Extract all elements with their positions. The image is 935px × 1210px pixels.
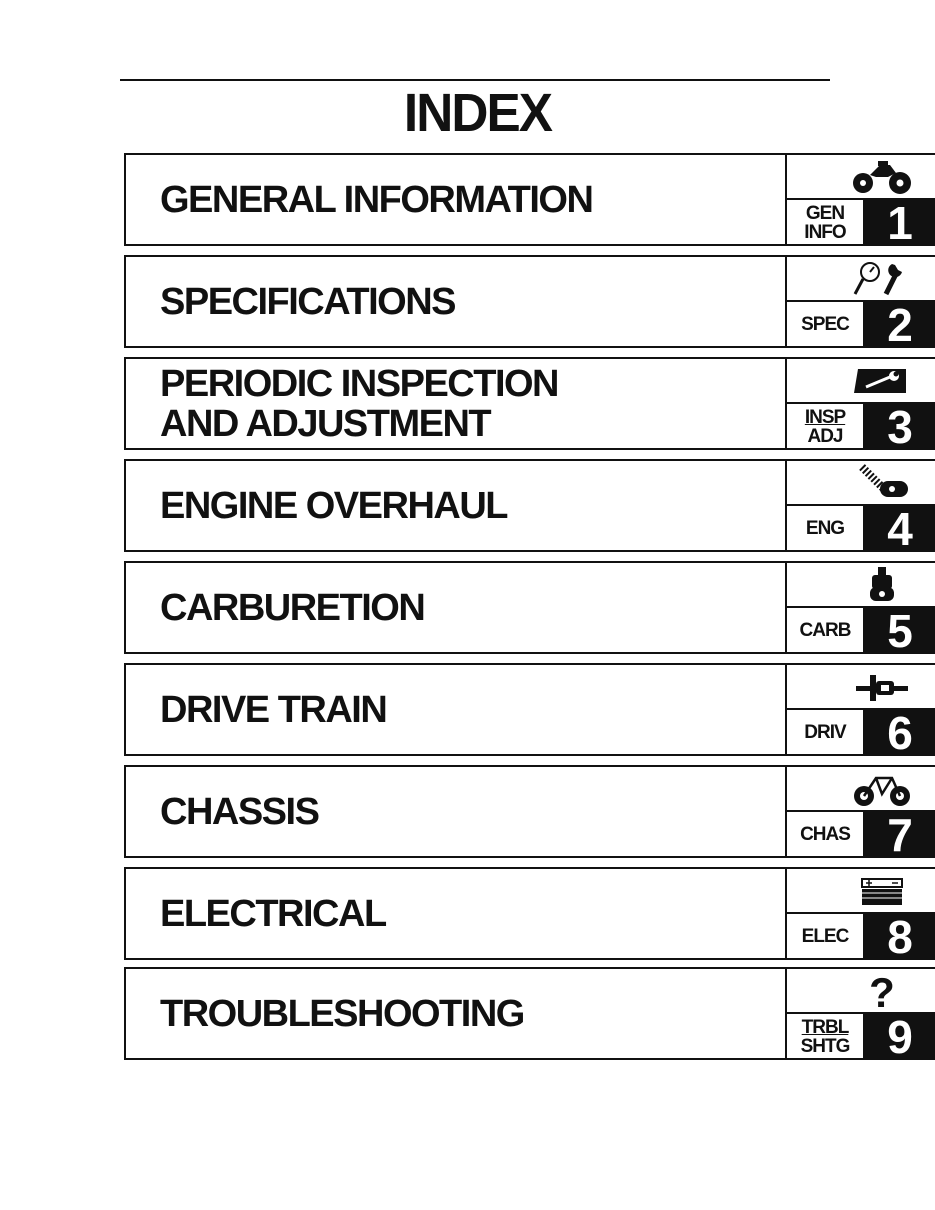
section-box xyxy=(124,153,786,246)
section-number: 4 xyxy=(863,505,935,552)
section-number: 8 xyxy=(863,913,935,960)
section-abbreviation: ELEC xyxy=(801,926,849,947)
index-row-carburetion[interactable] xyxy=(124,561,935,657)
section-number: 6 xyxy=(863,709,935,756)
section-abbreviation: GEN INFO xyxy=(804,202,846,243)
carburetor-icon xyxy=(862,565,902,605)
drive-shaft-icon xyxy=(854,669,910,705)
section-box xyxy=(124,663,786,756)
section-tab[interactable] xyxy=(785,561,935,657)
index-row-chassis[interactable] xyxy=(124,765,935,861)
index-row-engine-overhaul[interactable] xyxy=(124,459,935,555)
section-box xyxy=(124,967,786,1060)
section-box xyxy=(124,357,786,450)
section-number: 1 xyxy=(863,199,935,246)
section-tab[interactable] xyxy=(785,663,935,759)
section-label: PERIODIC INSPECTION AND ADJUSTMENT xyxy=(160,362,558,445)
section-abbreviation: SPEC xyxy=(801,314,849,335)
index-row-general-information[interactable] xyxy=(124,153,935,249)
section-number: 3 xyxy=(863,403,935,450)
bike-frame-icon xyxy=(852,770,912,808)
top-rule xyxy=(120,79,830,81)
svg-text:?: ? xyxy=(869,971,895,1011)
question-mark-icon xyxy=(862,971,902,1011)
section-tab[interactable] xyxy=(785,765,935,861)
section-label: DRIVE TRAIN xyxy=(160,688,387,731)
section-tab[interactable] xyxy=(785,867,935,963)
section-label: CHASSIS xyxy=(160,790,319,833)
piston-icon xyxy=(852,463,912,503)
section-box xyxy=(124,561,786,654)
section-box xyxy=(124,867,786,960)
section-box xyxy=(124,255,786,348)
page-title: INDEX xyxy=(403,83,552,143)
section-abbreviation: INSP ADJ xyxy=(804,406,846,447)
section-number: 5 xyxy=(863,607,935,654)
section-number: 9 xyxy=(863,1013,935,1060)
section-abbreviation: TRBL SHTG xyxy=(800,1016,850,1057)
section-number: 7 xyxy=(863,811,935,858)
section-label: ELECTRICAL xyxy=(160,892,386,935)
section-tab[interactable] xyxy=(785,255,935,351)
section-box xyxy=(124,459,786,552)
section-label: SPECIFICATIONS xyxy=(160,280,455,323)
section-label: GENERAL INFORMATION xyxy=(160,178,593,221)
section-tab[interactable] xyxy=(785,153,935,249)
section-abbreviation: CHAS xyxy=(800,824,850,845)
battery-icon xyxy=(858,873,906,909)
section-abbreviation: DRIV xyxy=(804,722,846,743)
section-tab[interactable] xyxy=(785,967,935,1063)
section-tab[interactable] xyxy=(785,459,935,555)
atv-icon xyxy=(850,159,914,195)
section-box xyxy=(124,765,786,858)
index-row-specifications[interactable] xyxy=(124,255,935,351)
wrench-in-box-icon xyxy=(852,365,912,397)
section-abbreviation: CARB xyxy=(799,620,851,641)
gauge-wrench-icon xyxy=(852,260,912,298)
section-label: ENGINE OVERHAUL xyxy=(160,484,507,527)
index-row-periodic-inspection[interactable] xyxy=(124,357,935,453)
index-row-electrical[interactable] xyxy=(124,867,935,963)
section-label: TROUBLESHOOTING xyxy=(160,992,524,1035)
index-row-drive-train[interactable] xyxy=(124,663,935,759)
index-row-troubleshooting[interactable] xyxy=(124,967,935,1063)
section-tab[interactable] xyxy=(785,357,935,453)
section-number: 2 xyxy=(863,301,935,348)
section-label: CARBURETION xyxy=(160,586,425,629)
section-abbreviation: ENG xyxy=(805,518,845,539)
